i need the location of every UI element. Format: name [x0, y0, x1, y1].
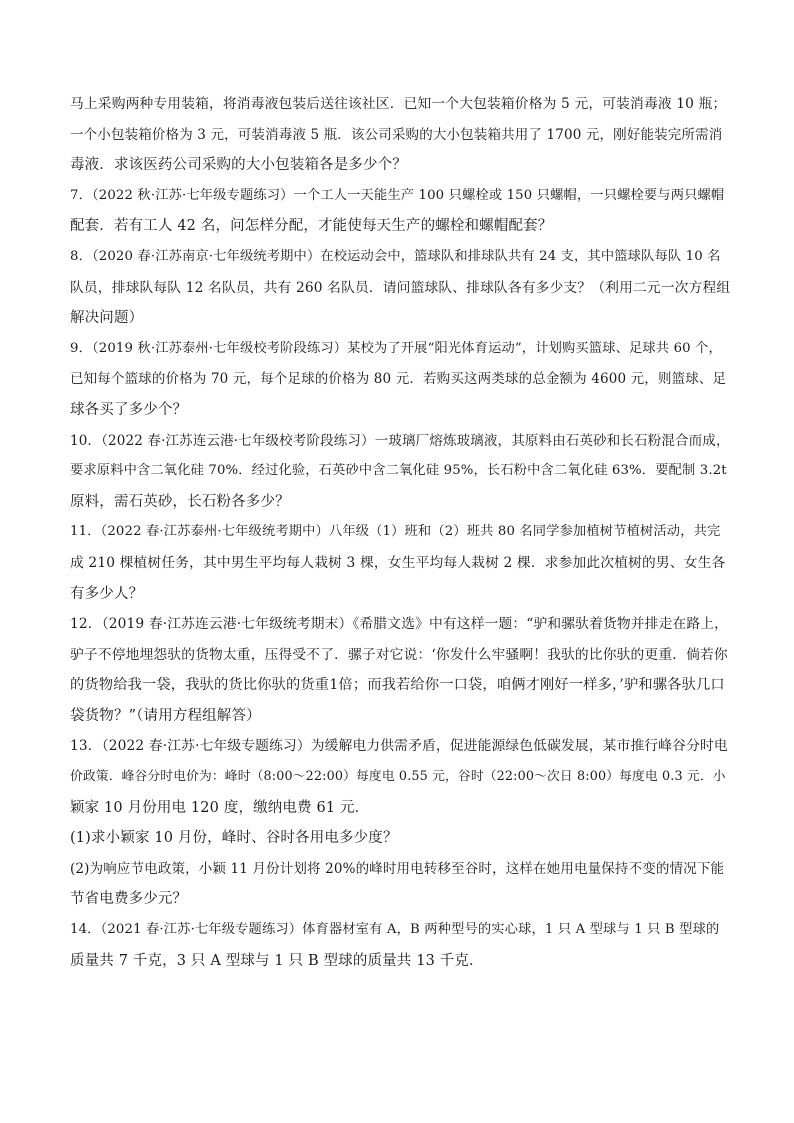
text-line: (1)求小颖家 10 月份，峰时、谷时各用电多少度？ [70, 830, 398, 847]
text-line: 7．（2022 秋·江苏·七年级专题练习）一个工人一天能生产 100 只螺栓或 150 只螺帽，一只螺栓要与两只螺帽 [70, 187, 725, 203]
problem-text [70, 96, 730, 983]
text-line: 成 210 棵植树任务，其中男生平均每人栽树 3 棵，女生平均每人栽树 2 棵．求参加此次植树的男、女生各 [70, 554, 726, 571]
text-line: 已知每个篮球的价格为 70 元，每个足球的价格为 80 元．若购买这两类球的总金额为 4600 元，则篮球、足 [70, 371, 727, 388]
text-line: 的货物给我一袋，我驮的货比你驮的货重1倍；而我若给你一口袋，咱俩才刚好一样多，’驴和骡各驮几口 [70, 677, 725, 694]
text-line: 球各买了多少个？ [70, 401, 188, 418]
text-line: (2)为响应节电政策，小颖 11 月份计划将 20%的峰时用电转移至谷时，这样在她用电量保持不变的情况下能 [70, 860, 725, 877]
text-line: 袋货物？”（请用方程组解答） [70, 707, 261, 724]
text-line: 有多少人？ [70, 585, 144, 602]
text-line: 一个小包装箱价格为 3 元，可装消毒液 5 瓶．该公司采购的大小包装箱共用了 1700 元，刚好能装完所需消 [70, 126, 723, 143]
text-line: 颖家 10 月份用电 120 度，缴纳电费 61 元． [70, 799, 370, 816]
text-line: 队员，排球队每队 12 名队员，共有 260 名队员．请问篮球队、排球队各有多少支？（利用二元一次方程组 [70, 279, 731, 296]
text-line: 马上采购两种专用装箱，将消毒液包装后送往该社区．已知一个大包装箱价格为 5 元，可装消毒液 10 瓶； [70, 96, 727, 112]
text-line: 14．（2021 春·江苏·七年级专题练习）体育器材室有 A，B 两种型号的实心球，1 只 A 型球与 1 只 B 型球的 [70, 922, 720, 938]
text-line: 11．（2022 春·江苏泰州·七年级统考期中）八年级（1）班和（2）班共 80 名同学参加植树节植树活动，共完 [70, 524, 721, 540]
text-line: 质量共 7 千克，3 只 A 型球与 1 只 B 型球的质量共 13 千克． [70, 952, 484, 969]
text-line: 节省电费多少元？ [70, 891, 188, 908]
text-line: 8．（2020 春·江苏南京·七年级统考期中）在校运动会中，篮球队和排球队共有 24 支，其中篮球队每队 10 名 [70, 248, 721, 264]
text-line: 价政策．峰谷分时电价为：峰时（8:00～22:00）每度电 0.55 元，谷时（22:00～次日 8:00）每度电 0.3 元．小 [70, 769, 726, 785]
text-line: 配套．若有工人 42 名，问怎样分配，才能使每天生产的螺栓和螺帽配套？ [70, 218, 553, 235]
text-line: 13．（2022 春·江苏·七年级专题练习）为缓解电力供需矛盾，促进能源绿色低碳发展，某市推行峰谷分时电 [70, 738, 728, 755]
text-line: 9．（2019 秋·江苏泰州·七年级校考阶段练习）某校为了开展“阳光体育运动”，计划购买篮球、足球共 60 个， [70, 340, 722, 356]
text-line: 10．（2022 春·江苏连云港·七年级校考阶段练习）一玻璃厂熔炼玻璃液，其原料由石英砂和长石粉混合而成， [70, 432, 730, 449]
text-line: 12．（2019 春·江苏连云港·七年级统考期末）《希腊文选》中有这样一题：“驴和骡驮着货物并排走在路上， [70, 616, 729, 633]
text-line: 要求原料中含二氧化硅 70%．经过化验，石英砂中含二氧化硅 95%，长石粉中含二氧化硅 63%．要配制 3.2t [70, 463, 727, 479]
text-line: 驴子不停地埋怨驮的货物太重，压得受不了．骡子对它说：‘你发什么牢骚啊！我驮的比你驮的更重．倘若你 [70, 646, 728, 663]
text-line: 原料，需石英砂，长石粉各多少？ [70, 493, 290, 510]
text-line: 毒液．求该医药公司采购的大小包装箱各是多少个？ [70, 157, 407, 174]
text-line: 解决问题） [70, 310, 144, 327]
